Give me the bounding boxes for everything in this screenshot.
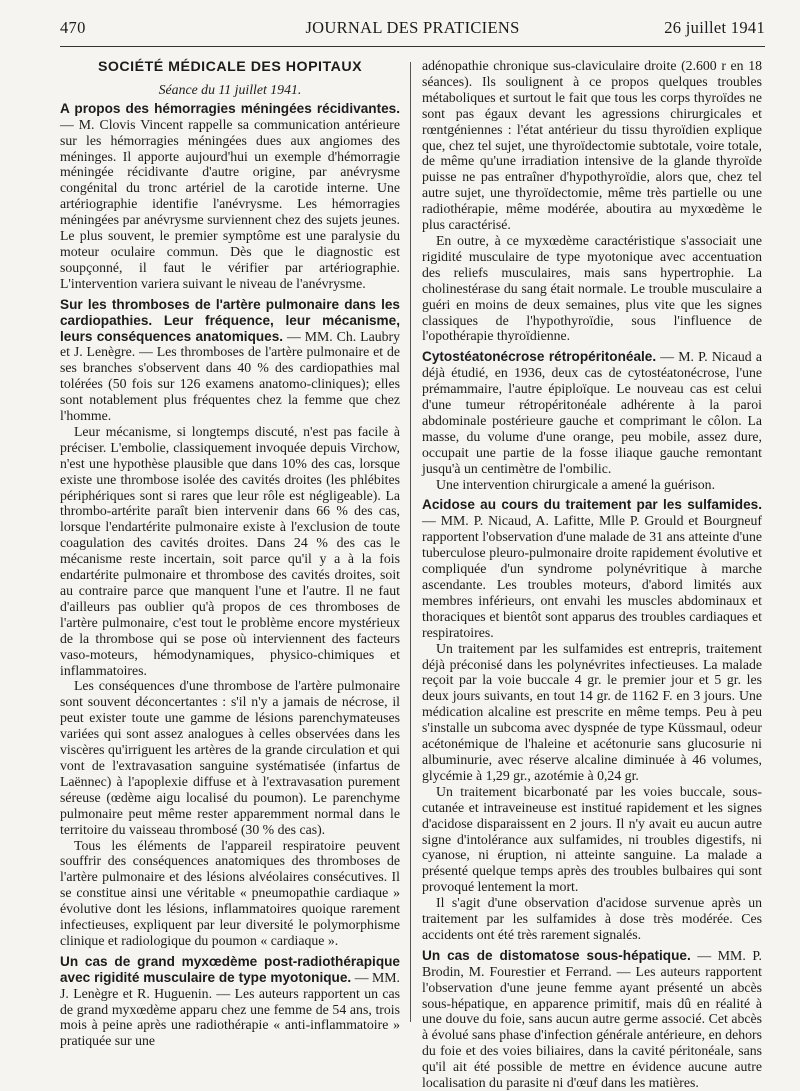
article-text: — MM. Ch. Laubry et J. Lenègre. — Les thromboses de l'artère pulmonaire et de ses branches s'observent dans 40 % des cardiopathies mal tolérées (50 fois sur 126 examens anatomo-cliniques); elles sont notablement plus fréquentes chez la femme que chez l'homme. <box>60 328 400 424</box>
article-paragraph: Les conséquences d'une thrombose de l'artère pulmonaire sont souvent déconcertantes : s'il n'y a jamais de nécrose, il peut exister toute une gamme de lésions parenchymateuses variées qui sont assez analogues à celles observées dans les viscères qu'irriguent les artères de la grande circulation et qui vont de l'extravasation sanguine systématisée (infartus de Laënnec) à l'apoplexie diffuse et à l'extravasation purement séreuse (œdème aigu localisé du poumon). Le parenchyme pulmonaire peut même rester apparemment normal dans le territoire du vaisseau thrombosé (30 % des cas). <box>60 678 400 837</box>
article-paragraph: En outre, à ce myxœdème caractéristique s'associait une rigidité musculaire de type myotonique avec accentuation des reliefs musculaires, mais sans hypertrophie. La cholinestérase du sang était normale. Le trouble musculaire a guéri en moins de deux semaines, plus vite que les signes classiques de l'hypothyroïdie, sous l'influence de l'opothérapie thyroïdienne. <box>422 232 762 344</box>
article-text: — MM. J. Lenègre et R. Huguenin. — Les auteurs rapportent un cas de grand myxœdème apparu chez une femme de 54 ans, trois mois à peine après une radiothérapie « anti-inflammatoire » pratiquée sur une <box>60 969 401 1049</box>
article-heading: Cytostéatonécrose rétropéritonéale. <box>422 349 657 365</box>
article-paragraph <box>60 297 400 424</box>
section-title: SOCIÉTÉ MÉDICALE DES HOPITAUX <box>97 59 363 75</box>
column-divider <box>410 62 411 1022</box>
article-paragraph <box>422 948 762 1091</box>
article-heading: Sur les thromboses de l'artère pulmonaire dans les cardiopathies. Leur fréquence, leur mécanisme, leurs conséquences anatomiques. <box>60 296 400 344</box>
article-paragraph: Tous les éléments de l'appareil respiratoire peuvent souffrir des conséquences anatomiques des thromboses de l'artère pulmonaire et des lésions alvéolaires consécutives. Il se constitue ainsi une véritable « pneumopathie cardiaque » évolutive dont les lésions, inflammatoires quoique rarement infectieuses, expliquent par leur diversité le polymorphisme clinique et radiologique du poumon « cardiaque ». <box>60 837 400 948</box>
article-heading: Un cas de grand myxœdème post-radiothérapique avec rigidité musculaire de type myotonique. <box>60 953 400 985</box>
article-paragraph: adénopathie chronique sus-claviculaire droite (2.600 r en 18 séances). Ils soulignent à ce propos quelques troubles métaboliques et surtout le fait que tous les corps thyroïdes ne sont pas égaux devant les agressions chirurgicales et rœntgéniennes : l'état antérieur du tissu thyroïdien explique que, chez tel sujet, une thyroïdectomie subtotale, voire totale, de même qu'une irradiation intensive de la glande thyroïde puisse ne pas entraîner d'hypothyroïdie, alors que, chez tel autre sujet, une thyroïdectomie, même très partielle ou une radiothérapie, même modérée, aboutira au myxœdème le plus caractérisé. <box>422 58 762 233</box>
page-number: 470 <box>60 18 86 37</box>
article-paragraph: Un traitement bicarbonaté par les voies buccale, sous-cutanée et intraveineuse est institué rapidement et les signes d'acidose disparaissent en 2 jours. Il n'y avait eu aucun autre signe d'intolérance aux sulfamides, ni troubles digestifs, ni cyanose, ni éruption, ni atteinte sanguine. La malade a présenté quelque temps après des troubles bulbaires qui sont provoqué lentement la mort. <box>422 783 762 895</box>
issue-date: 26 juillet 1941 <box>664 18 765 37</box>
article-text: — MM. P. Brodin, M. Fourestier et Ferrand. — Les auteurs rapportent l'observation d'une jeune femme ayant présenté un abcès sous-hépatique, en apparence primitif, mais dû en réalité à une douve du foie, sans aucun autre germe associé. Cet abcès à évolué sans phase d'infection générale antérieure, en dehors du foie et des voies biliaires, dans la cavité péritonéale, sans qu'il ait été possible de mettre en évidence aucune autre localisation du parasite ni d'œuf dans les matières. <box>422 947 762 1091</box>
right-column <box>422 58 762 1091</box>
left-column <box>60 58 400 1049</box>
article-paragraph: Il s'agit d'une observation d'acidose survenue après un traitement par les sulfamides à dose très modérée. Ces accidents ont été très rarement signalés. <box>422 895 762 942</box>
session-date: Séance du 11 juillet 1941. <box>158 81 302 97</box>
article-paragraph: Leur mécanisme, si longtemps discuté, n'est pas facile à préciser. L'embolie, classiquement invoquée depuis Virchow, n'est une hypothèse plausible que dans 10% des cas, lorsque existe une thrombose isolée des cavités droites (les phlébites périphériques sont si rares que leur rôle est négligeable). La thrombo-artérite paraît bien intervenir dans 66 % des cas, lorsque l'endartérite pulmonaire existe à l'exclusion de toute coagulation des cavités droites. Dans 24 % des cas le mécanisme reste incertain, soit parce qu'il y a à la fois endartérite pulmonaire et thrombose des cavités droites, soit au contraire parce que manquent l'une et l'autre. Il ne faut d'ailleurs pas oublier qu'à propos de ces thromboses de l'artère pulmonaire, c'est tout le problème encore mystérieux de la thrombose qui se pose où interviennent des facteurs vaso-moteurs, hémodynamiques, physico-chimiques et inflammatoires. <box>60 423 400 678</box>
article-heading: Un cas de distomatose sous-hépatique. <box>422 947 691 963</box>
article-text: — M. P. Nicaud a déjà étudié, en 1936, deux cas de cytostéatonécrose, l'une prémammaire, l'autre épiploïque. Le nouveau cas est celui d'une tumeur rétropéritonéale adhérente à la paroi abdominale postérieure gauche et comprimant le côlon. La masse, du volume d'une orange, peu mobile, assez dure, occupait une partie de la fosse iliaque gauche remontant jusqu'à un centimètre de l'ombilic. <box>422 349 762 476</box>
article-paragraph <box>422 497 762 640</box>
running-header <box>60 16 765 47</box>
journal-title: JOURNAL DES PRATICIENS <box>305 18 520 37</box>
article-heading: A propos des hémorragies méningées récidivantes. <box>60 100 400 116</box>
article-paragraph <box>60 954 400 1049</box>
article-text: — MM. P. Nicaud, A. Lafitte, Mlle P. Grould et Bourgneuf rapportent l'observation d'une malade de 31 ans atteinte d'une tuberculose pleuro-pulmonaire droite rapidement évolutive et compliquée d'un syndrome polynévritique à marche ascendante. Les troubles moteurs, d'abord limités aux membres inférieurs, ont envahi les muscles abdominaux et thoraciques et bientôt sont apparus des troubles cardiaques et respiratoires. <box>422 513 762 640</box>
article-paragraph: Une intervention chirurgicale a amené la guérison. <box>436 476 716 492</box>
article-paragraph <box>422 349 762 476</box>
article-paragraph <box>60 101 400 292</box>
article-heading: Acidose au cours du traitement par les sulfamides. <box>422 497 762 513</box>
article-paragraph: Un traitement par les sulfamides est entrepris, traitement déjà préconisé dans les polynévrites infectieuses. La malade reçoit par la voie buccale 4 gr. le premier jour et 5 gr. les deux jours suivants, en tout 14 gr. de 1162 F. en 3 jours. Une médication alcaline est prescrite en même temps. Peu à peu s'installe un subcoma avec dyspnée de type Küssmaul, odeur acétonémique de l'haleine et acétonurie sans glucosurie ni albuminurie, avec réserve alcaline diminuée à 46 volumes, glycémie à 1,29 gr., azotémie à 0,24 gr. <box>422 640 762 783</box>
article-text: — M. Clovis Vincent rappelle sa communication antérieure sur les hémorragies méningées dues aux angiomes des méninges. Il apporte aujourd'hui un exemple d'hémorragie méningée récidivante d'autre origine, par anévrysme congénital du tronc artériel de la carotide interne. Une artériographie identifie l'anévrysme. Les hémorragies méningées par anévrysme surviennent chez des sujets jeunes. Le plus souvent, le premier symptôme est une paralysie du moteur oculaire commun. Dès que le diagnostic est soupçonné, il faut le vérifier par artériographie. L'intervention variera suivant le niveau de l'anévrysme. <box>60 116 400 291</box>
